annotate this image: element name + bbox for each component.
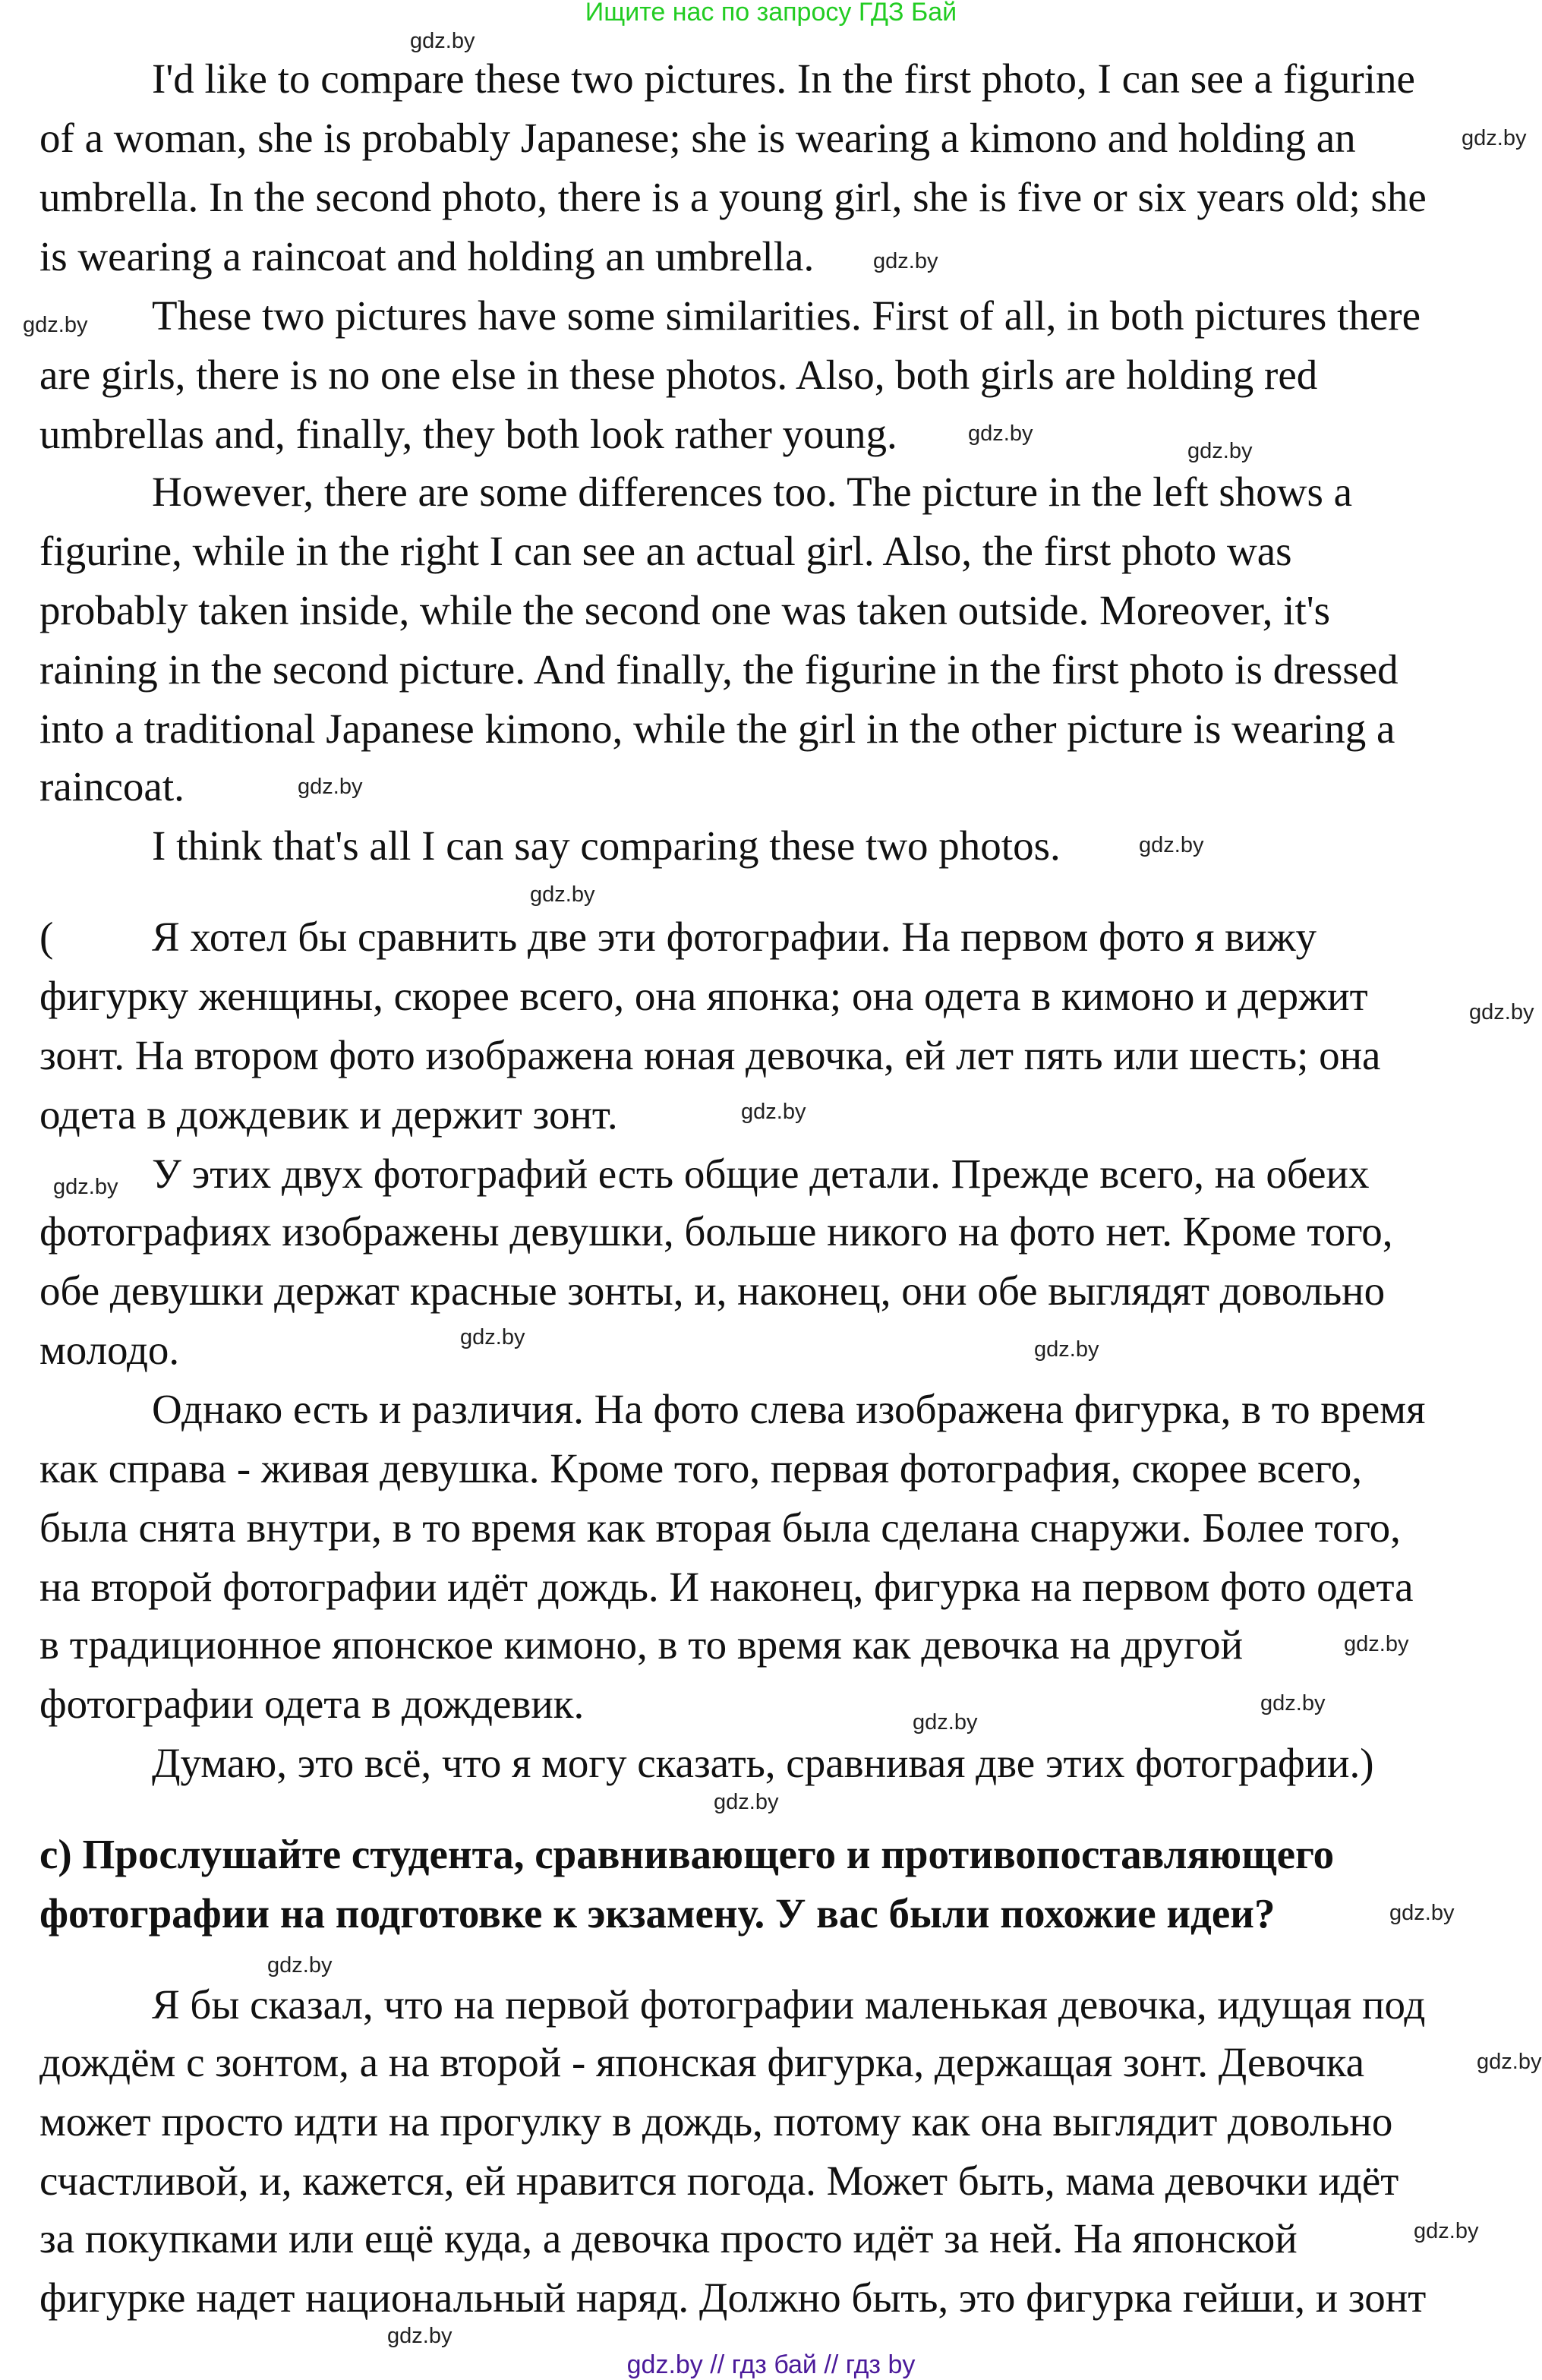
text-line: However, there are some differences too. The picture in the left shows a [152,469,1353,515]
gdz-watermark: gdz.by [714,1790,779,1814]
gdz-watermark: gdz.by [1389,1901,1455,1925]
text-line: I think that's all I can say comparing these two photos. [152,822,1061,869]
text-line: за покупками или ещё куда, а девочка просто идёт за ней. На японской [39,2215,1298,2262]
text-line: зонт. На втором фото изображена юная девочка, ей лет пять или шесть; она [39,1032,1381,1078]
text-line: в традиционное японское кимоно, в то время как девочка на другой [39,1621,1244,1668]
text-line: raincoat. [39,763,184,810]
gdz-watermark: gdz.by [1344,1632,1409,1656]
task-heading-line: с) Прослушайте студента, сравнивающего и противопоставляющего [39,1831,1335,1877]
text-line: Однако есть и различия. На фото слева изображена фигурка, в то время [152,1386,1426,1432]
gdz-watermark: gdz.by [1034,1337,1099,1362]
text-line: фотографии одета в дождевик. [39,1681,585,1727]
text-line: are girls, there is no one else in these photos. Also, both girls are holding red [39,352,1318,398]
text-line: is wearing a raincoat and holding an umbrella. [39,233,815,279]
gdz-watermark: gdz.by [741,1100,806,1124]
text-line: of a woman, she is probably Japanese; she is wearing a kimono and holding an [39,115,1356,161]
gdz-watermark: gdz.by [873,249,938,273]
text-line: umbrella. In the second photo, there is a young girl, she is five or six years old; she [39,174,1427,220]
gdz-watermark: gdz.by [913,1710,978,1734]
gdz-watermark: gdz.by [1260,1691,1326,1716]
text-line: была снята внутри, в то время как вторая была сделана снаружи. Более того, [39,1504,1401,1551]
gdz-watermark: gdz.by [1187,439,1253,463]
text-line: как справа - живая девушка. Кроме того, первая фотография, скорее всего, [39,1445,1362,1491]
gdz-watermark: gdz.by [530,882,595,907]
text-line: фигурку женщины, скорее всего, она японка; она одета в кимоно и держит [39,973,1368,1019]
text-line: одета в дождевик и держит зонт. [39,1091,618,1138]
gdz-watermark: gdz.by [1462,126,1527,150]
text-line: into a traditional Japanese kimono, while the girl in the other picture is wearing a [39,705,1395,752]
gdz-watermark: gdz.by [410,29,475,53]
footer-watermark[interactable]: gdz.by // гдз бай // гдз by [626,2350,916,2379]
gdz-watermark: gdz.by [460,1325,525,1349]
text-line: может просто идти на прогулку в дождь, потому как она выглядит довольно [39,2098,1393,2145]
text-line: probably taken inside, while the second one was taken outside. Moreover, it's [39,587,1331,633]
paren-prefix: ( [39,914,54,960]
search-banner[interactable]: Ищите нас по запросу ГДЗ Бай [585,0,957,27]
text-line: These two pictures have some similarities. First of all, in both pictures there [152,292,1421,339]
text-line: У этих двух фотографий есть общие детали. Прежде всего, на обеих [152,1151,1370,1197]
text-line: счастливой, и, кажется, ей нравится погода. Может быть, мама девочки идёт [39,2157,1399,2204]
task-heading-line: фотографии на подготовке к экзамену. У вас были похожие идеи? [39,1890,1276,1937]
gdz-watermark: gdz.by [968,421,1033,446]
text-line: umbrellas and, finally, they both look rather young. [39,411,897,457]
text-line: на второй фотографии идёт дождь. И наконец, фигурка на первом фото одета [39,1564,1414,1610]
text-line: обе девушки держат красные зонты, и, наконец, они обе выглядят довольно [39,1267,1386,1314]
text-line: Думаю, это всё, что я могу сказать, сравнивая две этих фотографии.) [152,1740,1374,1786]
text-line: фигурке надет национальный наряд. Должно быть, это фигурка гейши, и зонт [39,2274,1427,2321]
gdz-watermark: gdz.by [23,313,88,337]
text-line: Я хотел бы сравнить две эти фотографии. На первом фото я вижу [152,914,1317,960]
gdz-watermark: gdz.by [1469,1000,1534,1024]
text-line: figurine, while in the right I can see an actual girl. Also, the first photo was [39,528,1292,574]
gdz-watermark: gdz.by [53,1175,118,1199]
gdz-watermark: gdz.by [387,2324,453,2348]
gdz-watermark: gdz.by [1477,2050,1542,2074]
gdz-watermark: gdz.by [1414,2219,1479,2243]
gdz-watermark: gdz.by [267,1953,333,1978]
text-line: Я бы сказал, что на первой фотографии маленькая девочка, идущая под [152,1981,1426,2028]
text-line: фотографиях изображены девушки, больше никого на фото нет. Кроме того, [39,1208,1393,1255]
text-line: I'd like to compare these two pictures. In the first photo, I can see a figurine [152,55,1415,102]
text-line: дождём с зонтом, а на второй - японская фигурка, держащая зонт. Девочка [39,2039,1364,2085]
gdz-watermark: gdz.by [298,775,363,799]
text-line: молодо. [39,1327,180,1373]
gdz-watermark: gdz.by [1139,833,1204,857]
text-line: raining in the second picture. And finally, the figurine in the first photo is dressed [39,646,1399,693]
